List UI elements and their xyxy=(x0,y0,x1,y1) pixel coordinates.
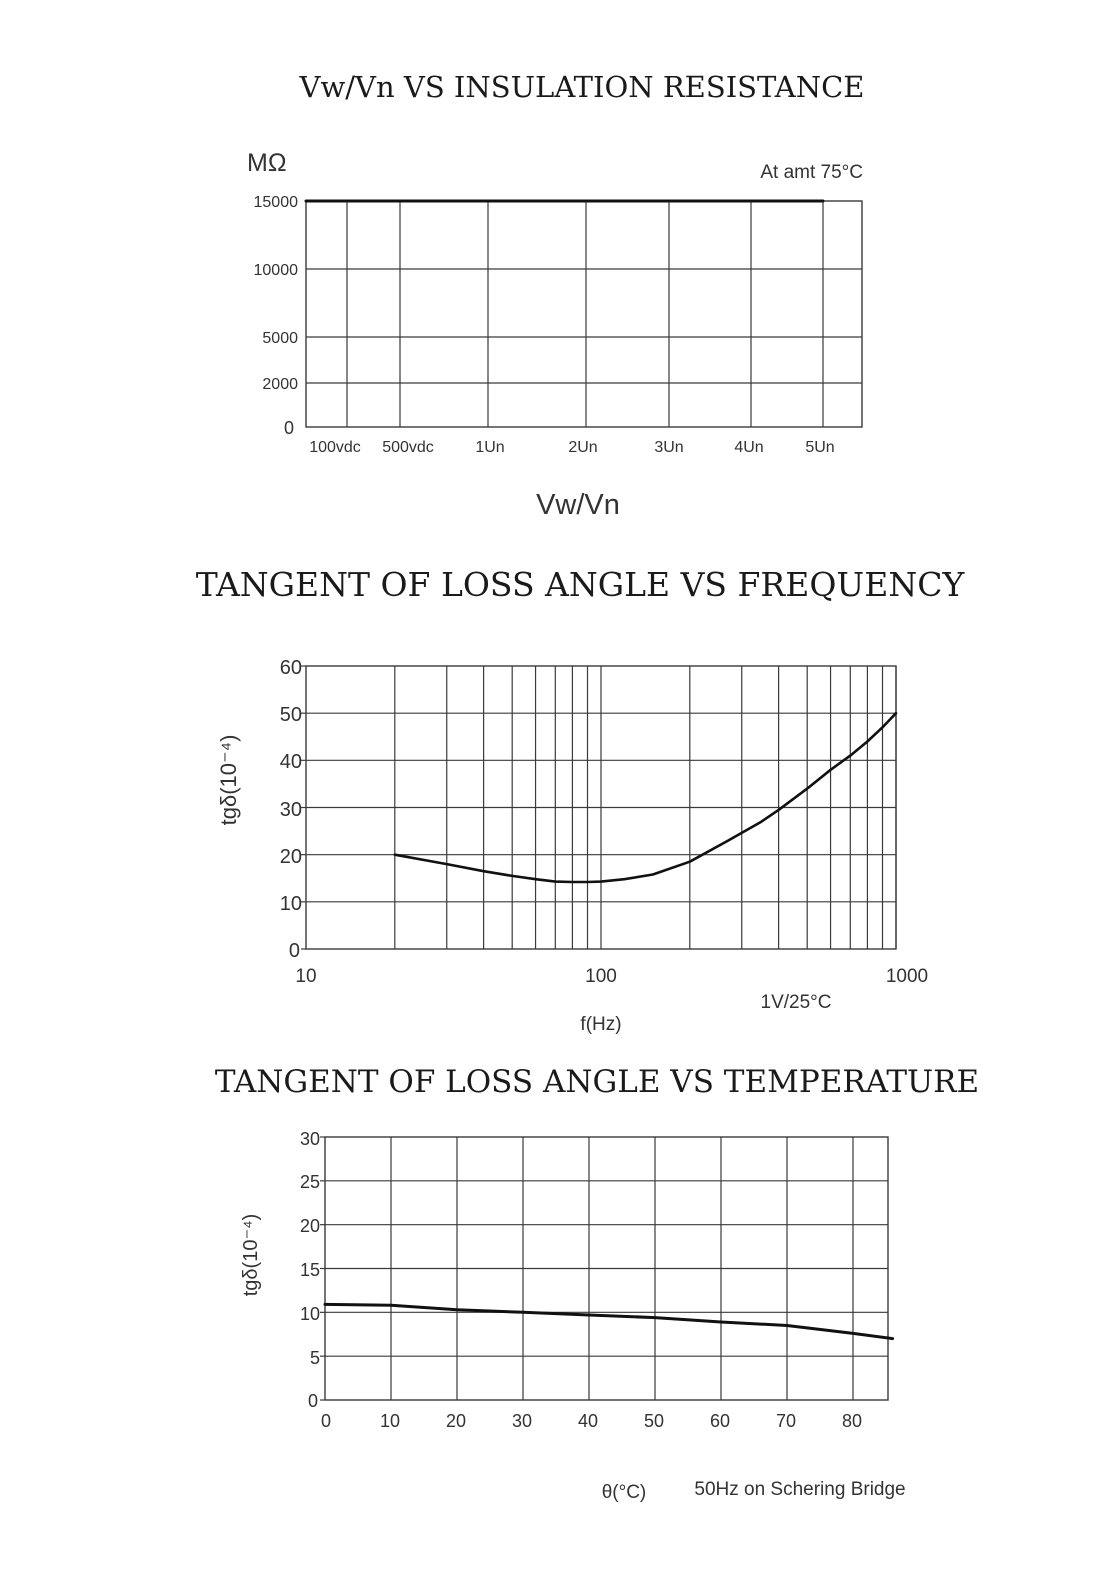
chart-insulation-resistance xyxy=(247,70,864,521)
chart3-ytick-0: 0 xyxy=(307,1391,318,1411)
chart3-ytick-25: 25 xyxy=(299,1172,320,1192)
chart1-xtick-5un: 5Un xyxy=(805,439,835,456)
chart1-xtick-3un: 3Un xyxy=(654,439,684,456)
chart1-ytick-0: 0 xyxy=(283,418,294,438)
chart1-plot-frame xyxy=(306,201,862,427)
chart1-ylabel: MΩ xyxy=(247,149,287,177)
chart-loss-angle-frequency xyxy=(196,565,966,1035)
chart3-ytick-15: 15 xyxy=(299,1260,320,1280)
chart2-ytick-60: 60 xyxy=(279,657,302,679)
chart2-xtick-100: 100 xyxy=(585,966,617,987)
chart3-ylabel: tgδ(10⁻⁴) xyxy=(240,1213,262,1297)
chart3-xtick-0: 0 xyxy=(320,1411,332,1431)
chart1-xtick-2un: 2Un xyxy=(568,439,598,456)
chart3-annotation: 50Hz on Schering Bridge xyxy=(694,1479,906,1500)
chart3-xlabel: θ(°C) xyxy=(601,1482,647,1503)
chart3-xtick-50: 50 xyxy=(643,1411,665,1431)
chart2-xlabel: f(Hz) xyxy=(580,1014,622,1035)
chart3-title: TANGENT OF LOSS ANGLE VS TEMPERATURE xyxy=(214,1064,980,1100)
chart-loss-angle-temperature xyxy=(215,1064,979,1503)
chart1-ytick-15000: 15000 xyxy=(253,194,298,211)
chart3-xtick-70: 70 xyxy=(775,1411,797,1431)
chart3-xtick-40: 40 xyxy=(577,1411,599,1431)
chart1-ytick-10000: 10000 xyxy=(253,262,298,279)
chart2-grid xyxy=(301,666,896,949)
chart1-xtick-100vdc: 100vdc xyxy=(309,439,361,456)
chart2-ytick-50: 50 xyxy=(279,704,302,726)
chart1-ytick-5000: 5000 xyxy=(262,330,298,347)
chart1-xtick-1un: 1Un xyxy=(475,439,505,456)
chart1-annotation: At amt 75°C xyxy=(760,162,863,183)
chart3-xtick-80: 80 xyxy=(841,1411,863,1431)
chart2-ylabel: tgδ(10⁻⁴) xyxy=(216,734,241,826)
chart1-ytick-2000: 2000 xyxy=(262,376,298,393)
chart3-ytick-5: 5 xyxy=(309,1348,320,1368)
chart1-grid xyxy=(306,201,862,427)
chart2-ytick-40: 40 xyxy=(279,751,302,773)
chart2-ytick-0: 0 xyxy=(288,940,300,962)
chart1-xtick-500vdc: 500vdc xyxy=(382,439,434,456)
chart3-series-line xyxy=(325,1304,893,1338)
chart2-title: TANGENT OF LOSS ANGLE VS FREQUENCY xyxy=(195,565,965,604)
chart2-xtick-10: 10 xyxy=(295,966,317,987)
chart3-xtick-10: 10 xyxy=(379,1411,401,1431)
chart3-grid xyxy=(320,1137,888,1400)
chart2-annotation: 1V/25°C xyxy=(760,992,832,1013)
chart1-xtick-4un: 4Un xyxy=(734,439,764,456)
chart2-ytick-30: 30 xyxy=(279,799,302,821)
chart2-xtick-1000: 1000 xyxy=(885,966,929,987)
chart3-xtick-60: 60 xyxy=(709,1411,731,1431)
chart3-xtick-30: 30 xyxy=(511,1411,533,1431)
chart1-xlabel: Vw/Vn xyxy=(536,489,620,521)
chart3-ytick-30: 30 xyxy=(299,1129,320,1149)
chart2-series-line xyxy=(395,713,896,882)
chart3-xtick-20: 20 xyxy=(445,1411,467,1431)
chart1-title: Vw/Vn VS INSULATION RESISTANCE xyxy=(299,70,865,104)
chart2-ytick-10: 10 xyxy=(279,893,302,915)
chart3-ytick-20: 20 xyxy=(299,1216,320,1236)
chart3-ytick-10: 10 xyxy=(299,1304,320,1324)
chart2-ytick-20: 20 xyxy=(279,846,302,868)
